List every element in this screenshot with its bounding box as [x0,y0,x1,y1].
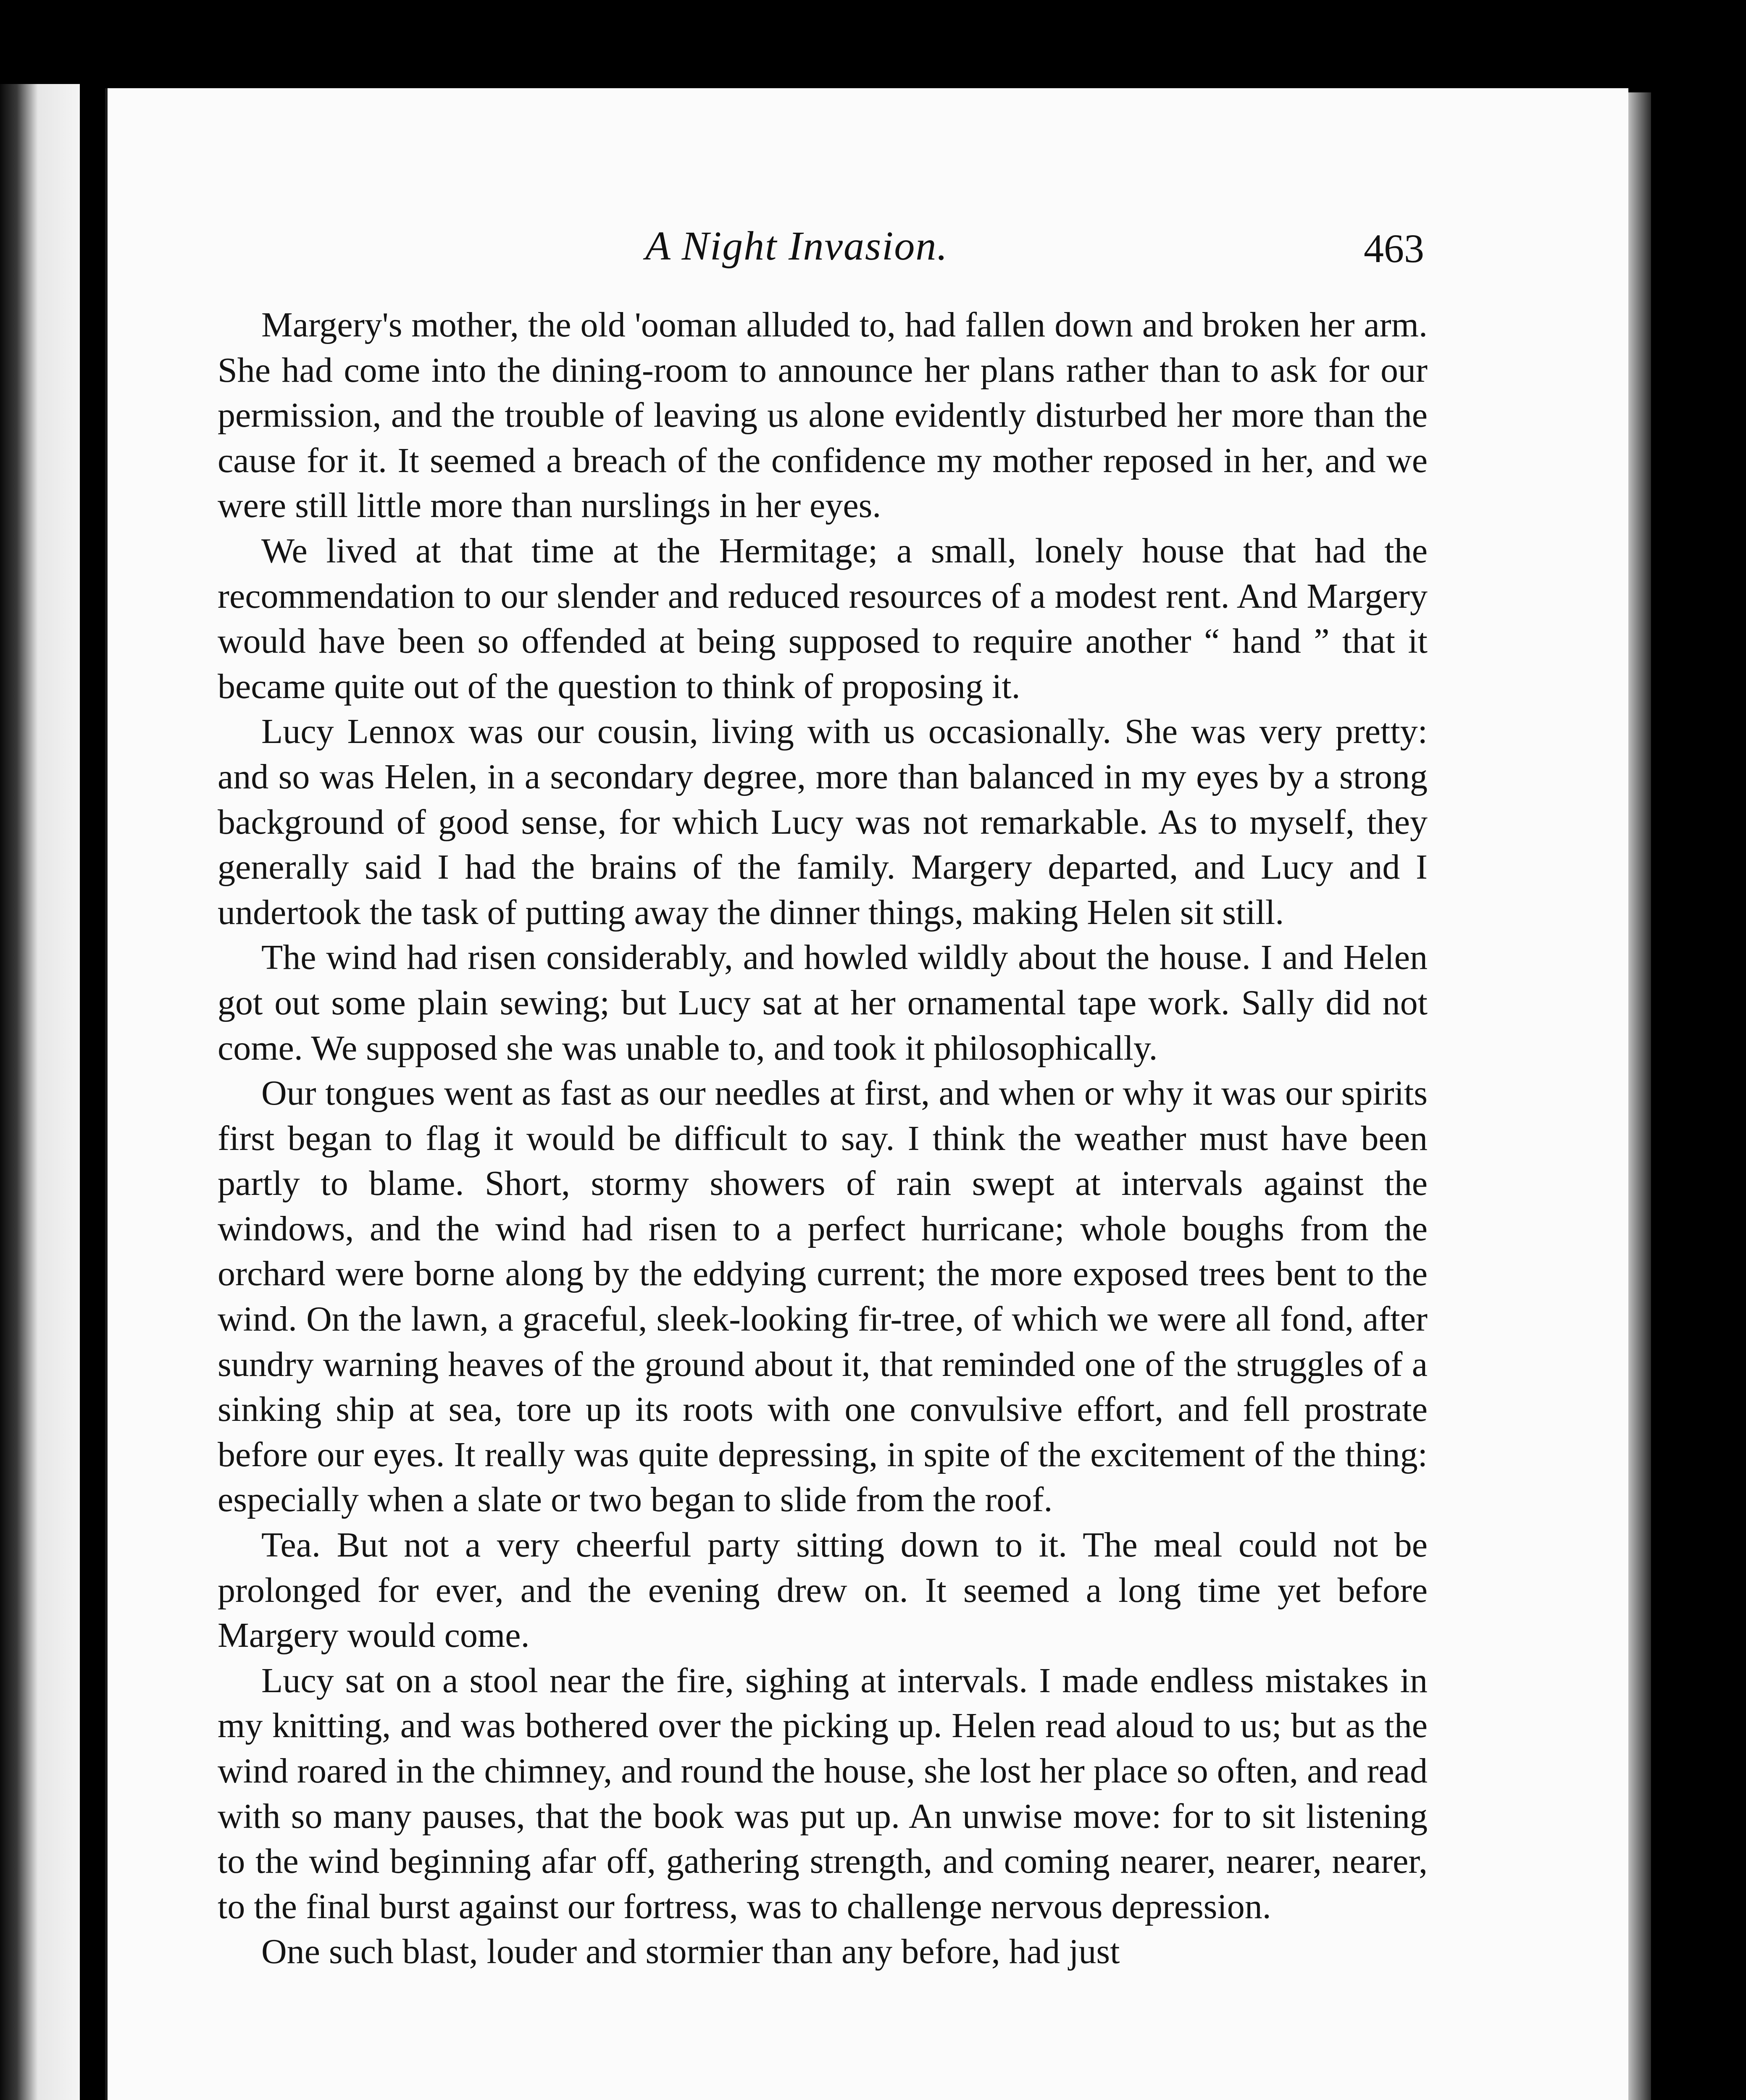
paragraph: Lucy sat on a stool near the fire, sighing at intervals. I made endless mistakes in my knitting, and was bothered over the picking up. Helen read aloud to us; but as the wind roared in the chimney, and round the house, she lost her place so often, and read with so many pauses, that the book was put up. An unwise move: for to sit listening to the wind beginning afar off, gathering strength, and coming nearer, nearer, nearer, to the final burst against our fortress, was to challenge nervous depression. [218,1661,1428,1926]
running-title: A Night Invasion. [645,223,948,269]
page-number: 463 [1364,226,1424,271]
running-head [108,223,1628,307]
paragraph: We lived at that time at the Hermitage; a small, lonely house that had the recommendation to our slender and reduced resources of a modest rent. And Margery would have been so offended at being supposed to require another “ hand ” that it became quite out of the question to think of proposing it. [218,531,1428,706]
paragraph: Margery's mother, the old 'ooman alluded to, had fallen down and broken her arm. She had come into the dining-room to announce her plans rather than to ask for our permission, and the trouble of leaving us alone evidently disturbed her more than the cause for it. It seemed a breach of the confidence my mother reposed in her, and we were still little more than nurslings in her eyes. [218,305,1428,525]
paragraph: Tea. But not a very cheerful party sitting down to it. The meal could not be prolonged for ever, and the evening drew on. It seemed a long time yet before Margery would come. [218,1525,1428,1655]
paragraph: Lucy Lennox was our cousin, living with us occasionally. She was very pretty: and so was Helen, in a secondary degree, more than balanced in my eyes by a strong background of good sense, for which Lucy was not remarkable. As to myself, they generally said I had the brains of the family. Margery departed, and Lucy and I undertook the task of putting away the dinner things, making Helen sit still. [218,712,1428,932]
paragraph: The wind had risen considerably, and howled wildly about the house. I and Helen got out some plain sewing; but Lucy sat at her ornamental tape work. Sally did not come. We supposed she was unable to, and took it philosophically. [218,938,1428,1068]
book-page [105,88,1628,2100]
body-text [218,302,1428,1974]
previous-page-edge [0,84,80,2100]
paragraph: One such blast, louder and stormier than any before, had just [261,1932,1120,1971]
paragraph: Our tongues went as fast as our needles at first, and when or why it was our spirits first began to flag it would be difficult to say. I think the weather must have been partly to blame. Short, stormy showers of rain swept at intervals against the windows, and the wind had risen to a perfect hurricane; whole boughs from the orchard were borne along by the eddying current; the more exposed trees bent to the wind. On the lawn, a graceful, sleek-looking fir-tree, of which we were all fond, after sundry warning heaves of the ground about it, that reminded one of the struggles of a sinking ship at sea, tore up its roots with one convulsive effort, and fell prostrate before our eyes. It really was quite depressing, in spite of the excitement of the thing: especially when a slate or two began to slide from the roof. [218,1074,1428,1520]
gutter-shadow [1626,92,1651,2100]
